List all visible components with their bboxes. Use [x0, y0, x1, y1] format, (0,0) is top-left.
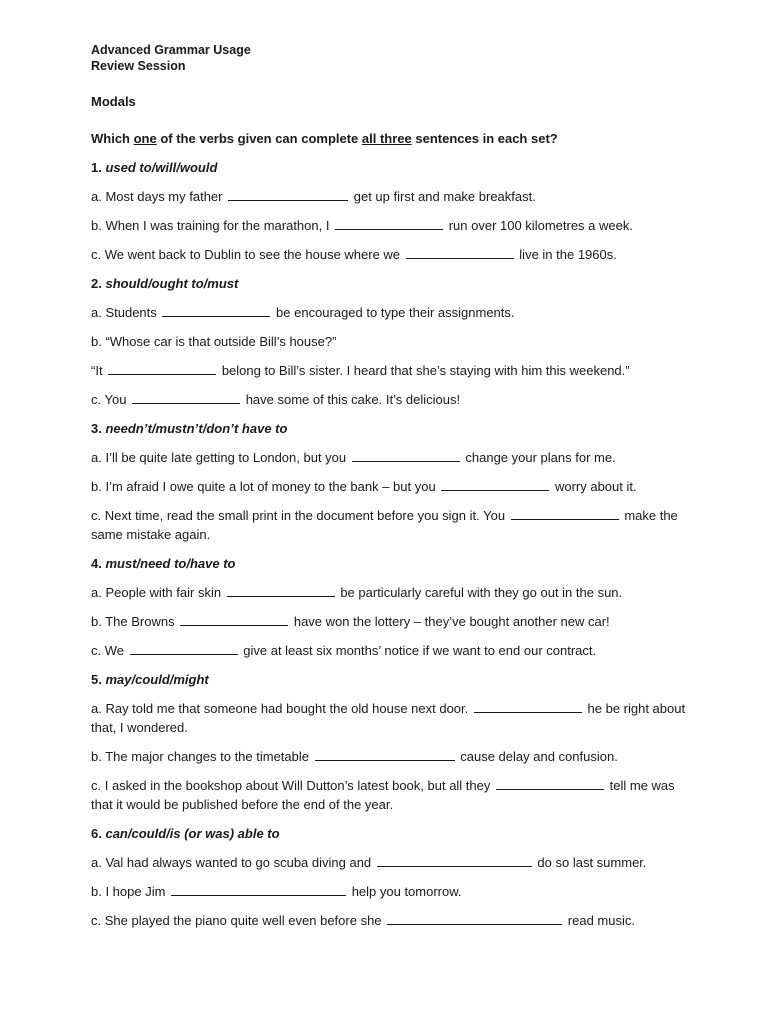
sentence: b. When I was training for the marathon, I run over 100 kilometres a week. — [91, 218, 633, 233]
sentence: a. Students be encouraged to type their assignments. — [91, 305, 515, 320]
course-title: Advanced Grammar Usage — [91, 43, 251, 57]
answer-blank[interactable] — [496, 776, 604, 790]
set-heading: 3. needn’t/mustn’t/don’t have to — [91, 421, 288, 436]
instruction-underline-all-three: all three — [361, 131, 412, 146]
sentence: c. We went back to Dublin to see the house where we live in the 1960s. — [91, 247, 617, 262]
sentence: b. I hope Jim help you tomorrow. — [91, 884, 462, 899]
sentence: “It belong to Bill’s sister. I heard that she’s staying with him this weekend.” — [91, 363, 630, 378]
sentence: a. People with fair skin be particularly careful with they go out in the sun. — [91, 585, 623, 600]
set-verbs: should/ought to/must — [105, 276, 239, 291]
sentence: c. You have some of this cake. It’s delicious! — [91, 392, 461, 407]
answer-blank[interactable] — [387, 911, 562, 925]
sentence: a. Most days my father get up first and make breakfast. — [91, 189, 536, 204]
sentence: a. Val had always wanted to go scuba diving and do so last summer. — [91, 855, 647, 870]
answer-blank[interactable] — [335, 216, 443, 230]
answer-blank[interactable] — [511, 506, 619, 520]
answer-blank[interactable] — [441, 477, 549, 491]
sentence: b. The major changes to the timetable cause delay and confusion. — [91, 749, 618, 764]
answer-blank[interactable] — [228, 187, 348, 201]
set-verbs: must/need to/have to — [105, 556, 236, 571]
session-title: Review Session — [91, 59, 186, 73]
answer-blank[interactable] — [315, 747, 455, 761]
set-heading: 6. can/could/is (or was) able to — [91, 826, 280, 841]
answer-blank[interactable] — [171, 882, 346, 896]
answer-blank[interactable] — [132, 390, 240, 404]
answer-blank[interactable] — [108, 361, 216, 375]
answer-blank[interactable] — [180, 612, 288, 626]
answer-blank[interactable] — [130, 641, 238, 655]
sentence: c. We give at least six months’ notice if we want to end our contract. — [91, 643, 597, 658]
answer-blank[interactable] — [162, 303, 270, 317]
set-heading: 4. must/need to/have to — [91, 556, 236, 571]
answer-blank[interactable] — [377, 853, 532, 867]
sentence: b. I’m afraid I owe quite a lot of money to the bank – but you worry about it. — [91, 479, 637, 494]
worksheet-page — [91, 42, 691, 930]
section-title: Modals — [91, 94, 136, 109]
sentence: c. I asked in the bookshop about Will Dutton’s latest book, but all they tell me was that it would be published before the end of the year. — [91, 778, 675, 812]
instruction-underline-one: one — [133, 131, 157, 146]
sentence: a. Ray told me that someone had bought the old house next door. he be right about that, I wondered. — [91, 701, 686, 735]
sentence: a. I’ll be quite late getting to London, but you change your plans for me. — [91, 450, 616, 465]
answer-blank[interactable] — [474, 699, 582, 713]
set-verbs: needn’t/mustn’t/don’t have to — [105, 421, 288, 436]
set-verbs: used to/will/would — [105, 160, 218, 175]
set-heading: 1. used to/will/would — [91, 160, 218, 175]
sentence: c. Next time, read the small print in the document before you sign it. You make the same mistake again. — [91, 508, 678, 542]
set-verbs: can/could/is (or was) able to — [105, 826, 280, 841]
set-verbs: may/could/might — [105, 672, 209, 687]
answer-blank[interactable] — [352, 448, 460, 462]
answer-blank[interactable] — [227, 583, 335, 597]
set-heading: 5. may/could/might — [91, 672, 209, 687]
instruction: Which one of the verbs given can complete all three sentences in each set? — [91, 131, 558, 146]
answer-blank[interactable] — [406, 245, 514, 259]
sentence: b. The Browns have won the lottery – they’ve bought another new car! — [91, 614, 610, 629]
sentence: c. She played the piano quite well even before she read music. — [91, 913, 635, 928]
sentence: b. “Whose car is that outside Bill’s house?” — [91, 334, 337, 349]
set-heading: 2. should/ought to/must — [91, 276, 239, 291]
